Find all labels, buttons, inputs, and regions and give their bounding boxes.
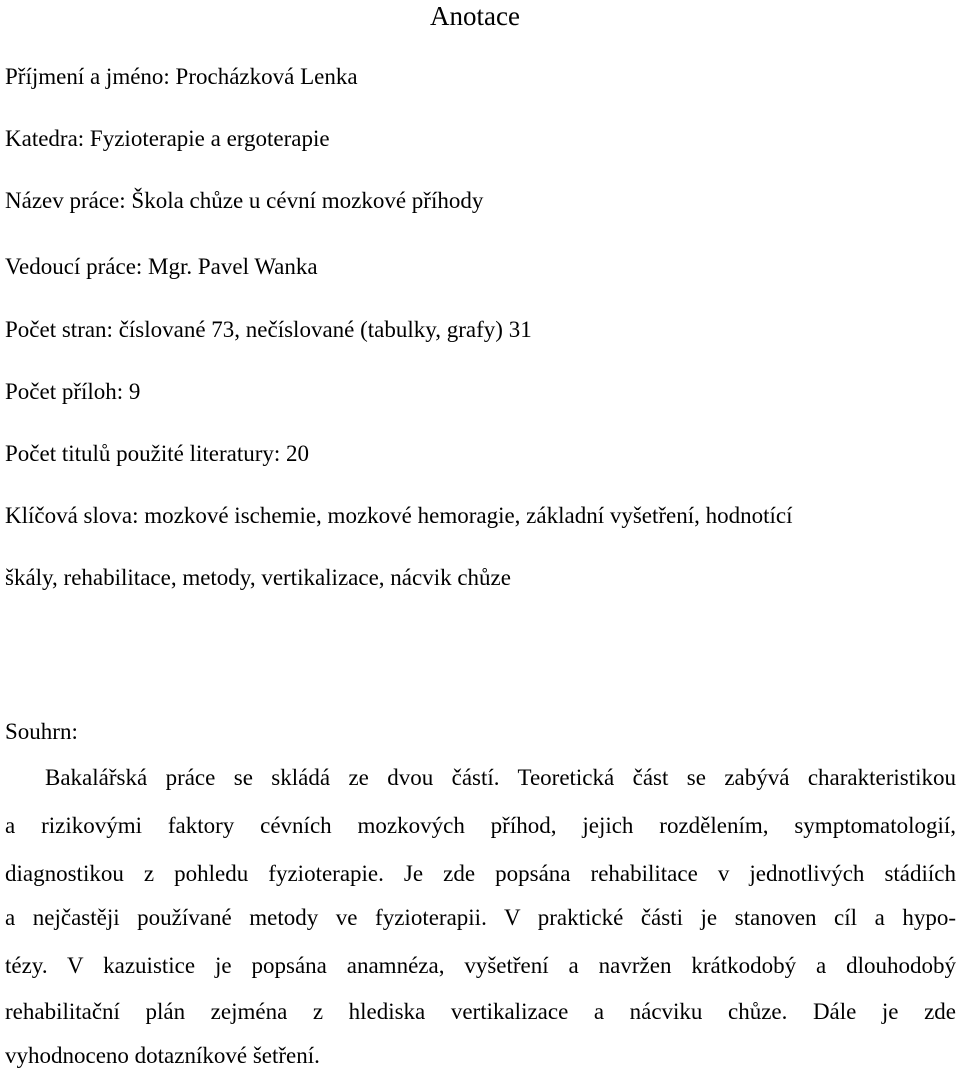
- summary-line: vyhodnoceno dotazníkové šetření.: [5, 1043, 320, 1068]
- field-page-count: Počet stran: číslované 73, nečíslované (tabulky, grafy) 31: [5, 317, 532, 342]
- field-literature-count: Počet titulů použité literatury: 20: [5, 441, 310, 466]
- keywords-line-1: Klíčová slova: mozkové ischemie, mozkové hemoragie, základní vyšetření, hodnotící: [5, 503, 793, 528]
- summary-line: diagnostikou z pohledu fyzioterapie. Je zde popsána rehabilitace v jednotlivých stádiích: [5, 861, 956, 886]
- summary-line: Bakalářská práce se skládá ze dvou částí. Teoretická část se zabývá charakteristikou: [45, 765, 956, 790]
- page-title: Anotace: [430, 1, 520, 31]
- field-author: Příjmení a jméno: Procházková Lenka: [5, 64, 358, 89]
- summary-line: a rizikovými faktory cévních mozkových příhod, jejich rozdělením, symptomatologií,: [5, 813, 956, 838]
- summary-line: a nejčastěji používané metody ve fyzioterapii. V praktické části je stanoven cíl a hypo-: [5, 905, 956, 930]
- summary-line: rehabilitační plán zejména z hlediska vertikalizace a nácviku chůze. Dále je zde: [5, 999, 956, 1024]
- field-supervisor: Vedoucí práce: Mgr. Pavel Wanka: [5, 254, 318, 279]
- summary-line: tézy. V kazuistice je popsána anamnéza, vyšetření a navržen krátkodobý a dlouhodobý: [5, 953, 956, 978]
- field-thesis-title: Název práce: Škola chůze u cévní mozkové příhody: [5, 188, 484, 213]
- summary-label: Souhrn:: [5, 719, 78, 744]
- keywords-line-2: škály, rehabilitace, metody, vertikalizace, nácvik chůze: [5, 565, 511, 590]
- field-appendix-count: Počet příloh: 9: [5, 379, 141, 404]
- field-department: Katedra: Fyzioterapie a ergoterapie: [5, 126, 330, 151]
